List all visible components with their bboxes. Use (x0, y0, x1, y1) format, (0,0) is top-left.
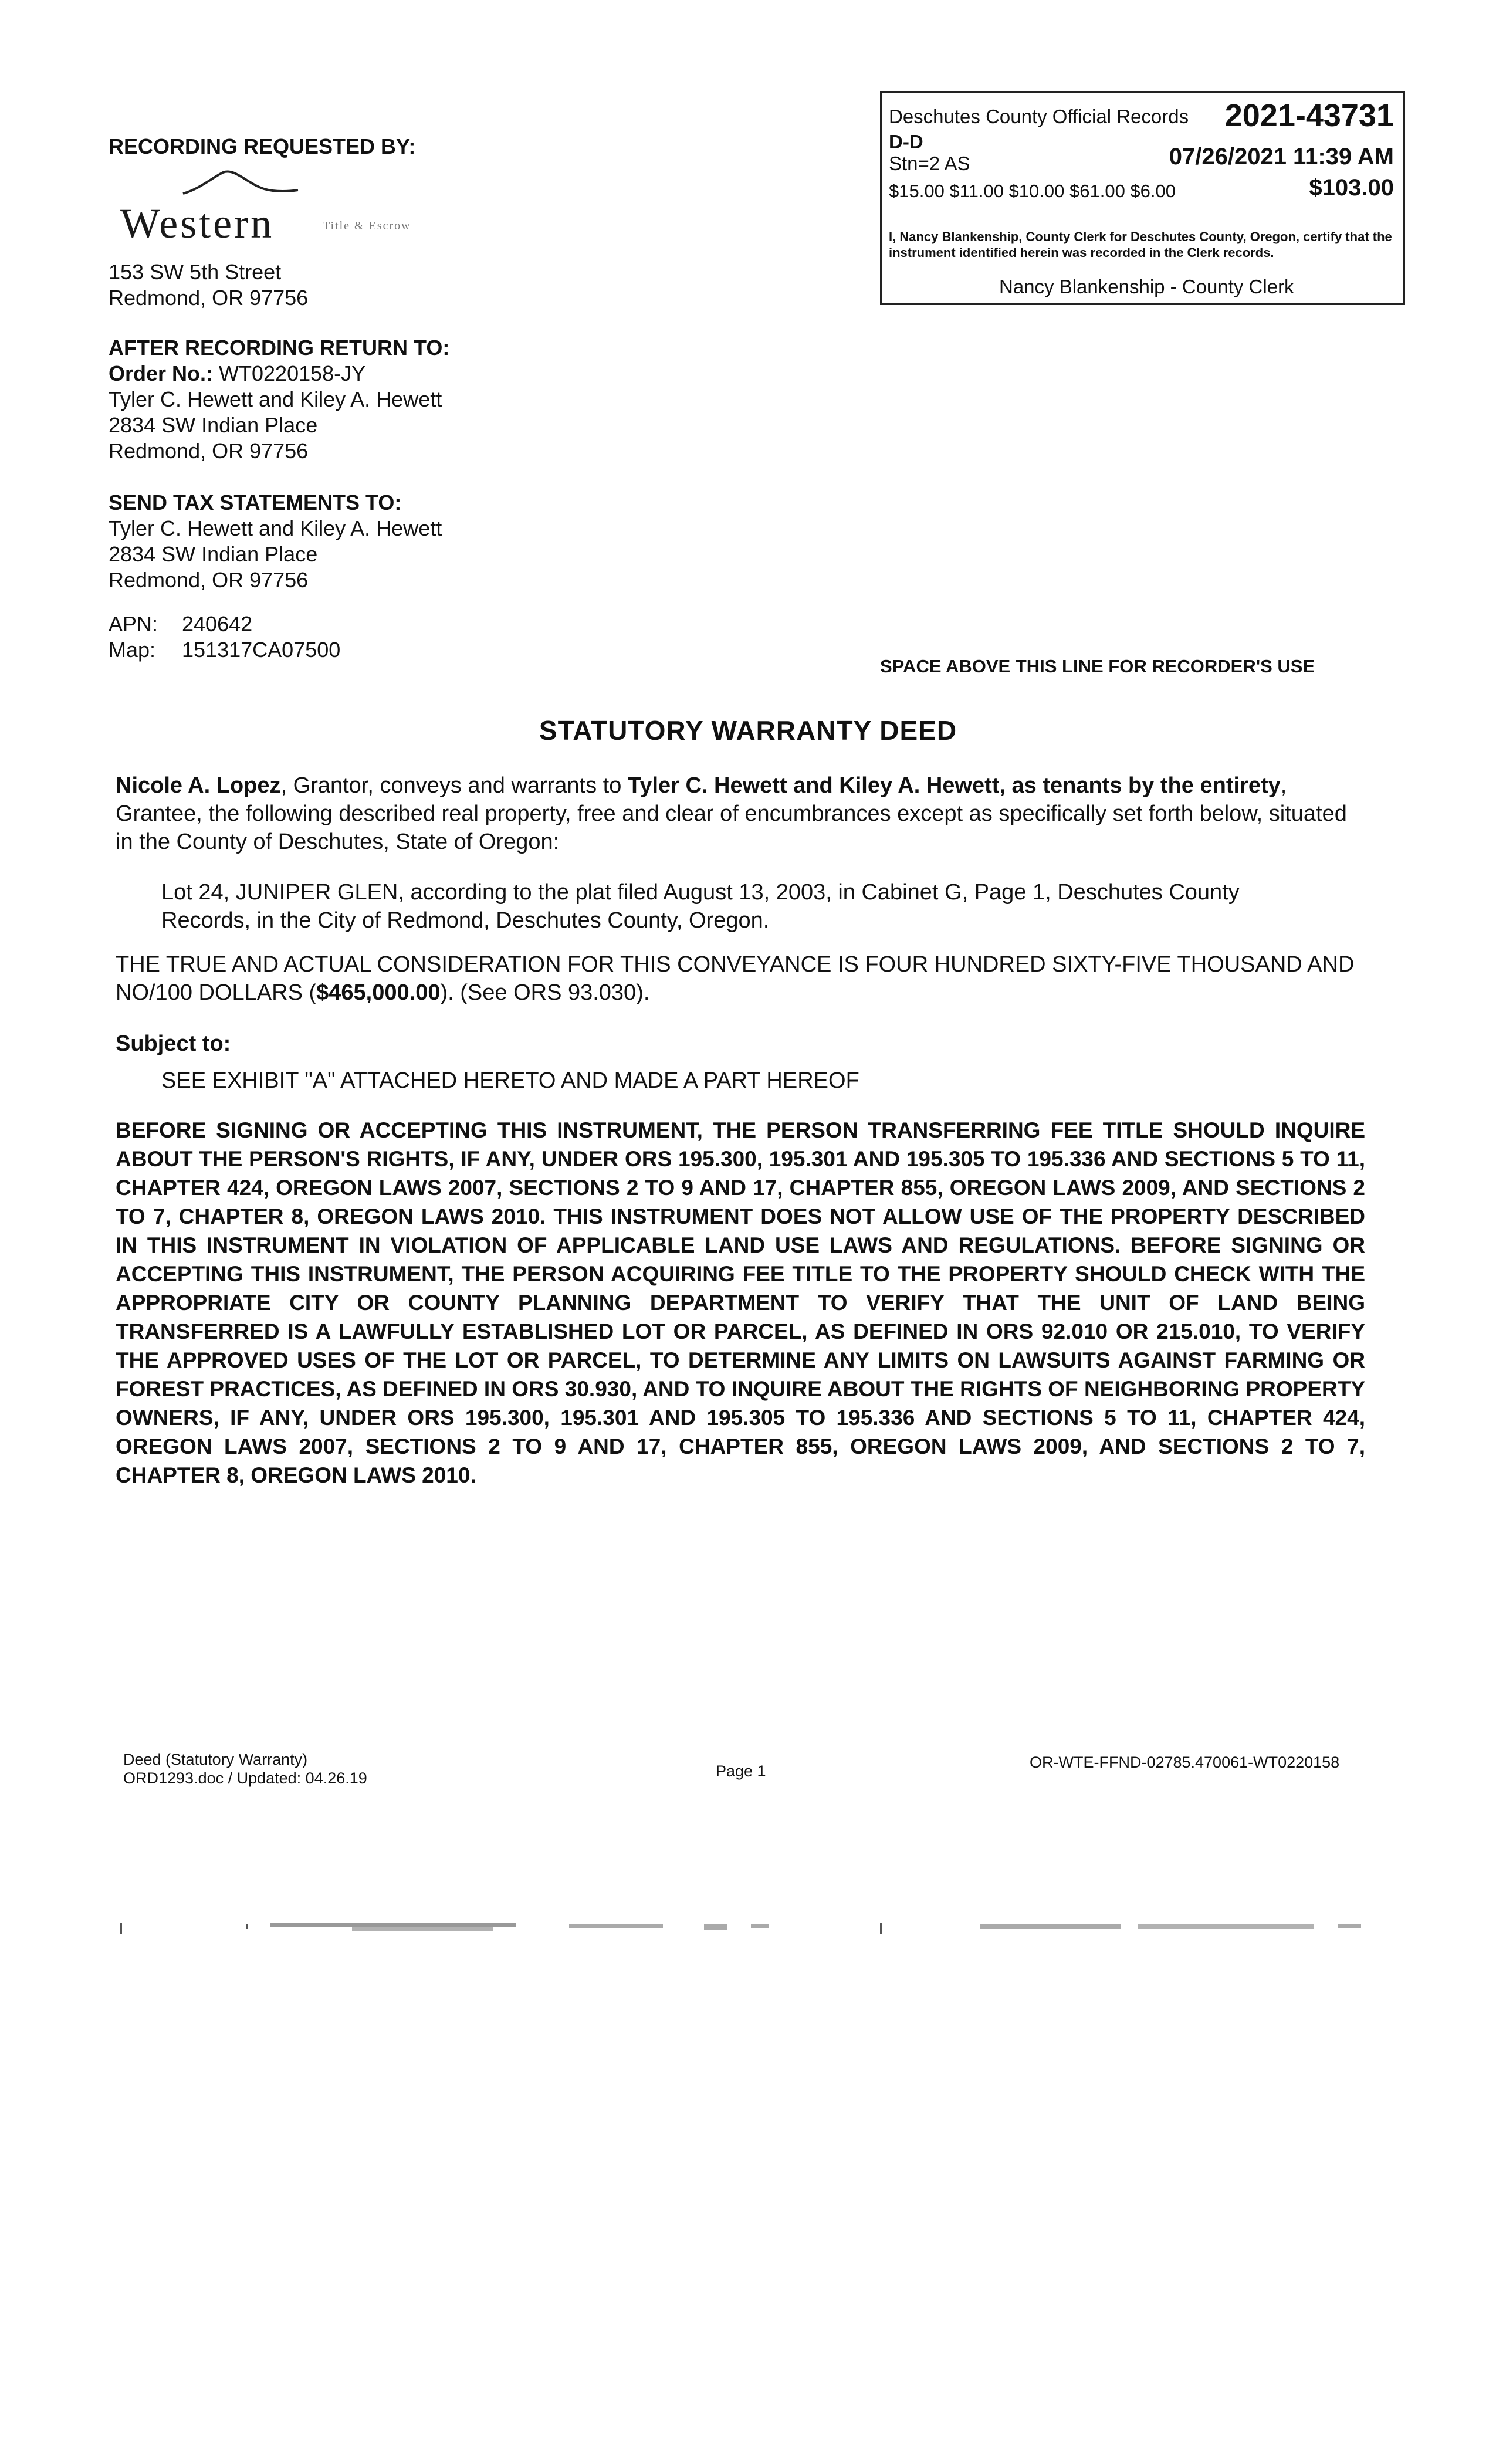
apn-line (109, 611, 340, 637)
parcel-block (109, 611, 340, 663)
return-to-heading: AFTER RECORDING RETURN TO: (109, 336, 450, 360)
recording-total: $103.00 (1309, 175, 1394, 201)
form-file: ORD1293.doc / Updated: 04.26.19 (123, 1769, 367, 1787)
address-line: Redmond, OR 97756 (109, 568, 309, 592)
conveyance-paragraph (116, 771, 1359, 856)
recording-requested-heading: RECORDING REQUESTED BY: (109, 134, 416, 158)
logo-swoosh-icon (182, 165, 299, 201)
subject-to-heading: Subject to: (116, 1031, 231, 1056)
statutory-warning: BEFORE SIGNING OR ACCEPTING THIS INSTRUMENT, THE PERSON TRANSFERRING FEE TITLE SHOULD INQUIRE ABOUT THE PERSON'S RIGHTS, IF ANY, UNDER ORS 195.300, 195.301 AND 195.305 TO 195.336 AND SECTIONS 5 TO 11, CHAPTER 424, OREGON LAWS 2007, SECTIONS 2 TO 9 AND 17, CHAPTER 855, OREGON LAWS 2009, AND SECTIONS 2 TO 7, CHAPTER 8, OREGON LAWS 2010. THIS INSTRUMENT DOES NOT ALLOW USE OF THE PROPERTY DESCRIBED IN THIS INSTRUMENT IN VIOLATION OF APPLICABLE LAND USE LAWS AND REGULATIONS. BEFORE SIGNING OR ACCEPTING THIS INSTRUMENT, THE PERSON ACQUIRING FEE TITLE TO THE PROPERTY SHOULD CHECK WITH THE APPROPRIATE CITY OR COUNTY PLANNING DEPARTMENT TO VERIFY THAT THE UNIT OF LAND BEING TRANSFERRED IS A LAWFULLY ESTABLISHED LOT OR PARCEL, AS DEFINED IN ORS 92.010 OR 215.010, TO VERIFY THE APPROVED USES OF THE LOT OR PARCEL, TO DETERMINE ANY LIMITS ON LAWSUITS AGAINST FARMING OR FOREST PRACTICES, AS DEFINED IN ORS 30.930, AND TO INQUIRE ABOUT THE RIGHTS OF NEIGHBORING PROPERTY OWNERS, IF ANY, UNDER ORS 195.300, 195.301 AND 195.305 TO 195.336 AND SECTIONS 5 TO 11, CHAPTER 424, OREGON LAWS 2007, SECTIONS 2 TO 9 AND 17, CHAPTER 855, OREGON LAWS 2009, AND SECTIONS 2 TO 7, CHAPTER 8, OREGON LAWS 2010. (116, 1118, 1365, 1487)
apn-label: APN: (109, 612, 158, 636)
logo-subtext: Title & Escrow (323, 219, 411, 232)
western-title-logo (120, 165, 472, 248)
return-to-block (109, 335, 449, 464)
map-label: Map: (109, 638, 156, 662)
document-id: OR-WTE-FFND-02785.470061-WT0220158 (1030, 1754, 1340, 1771)
tax-statements-block (109, 490, 442, 593)
recorder-space-note: SPACE ABOVE THIS LINE FOR RECORDER'S USE (880, 656, 1315, 676)
consideration-amount: $465,000.00 (316, 980, 441, 1005)
legal-description: Lot 24, JUNIPER GLEN, according to the plat filed August 13, 2003, in Cabinet G, Page 1, Deschutes County Records, in the City of Redmond, Deschutes County, Oregon. (161, 880, 1240, 933)
apn-value: 240642 (182, 612, 253, 636)
address-line: 153 SW 5th Street (109, 260, 282, 284)
recording-fees: $15.00 $11.00 $10.00 $61.00 $6.00 (889, 181, 1176, 201)
logo-wordmark: Western (120, 200, 275, 247)
subject-to-text: SEE EXHIBIT "A" ATTACHED HERETO AND MADE A PART HEREOF (161, 1068, 859, 1093)
document-title: STATUTORY WARRANTY DEED (539, 715, 957, 746)
tax-statements-heading: SEND TAX STATEMENTS TO: (109, 490, 402, 515)
map-value: 151317CA07500 (182, 638, 341, 662)
consideration-text: ). (See ORS 93.030). (440, 980, 650, 1005)
form-name: Deed (Statutory Warranty) (123, 1751, 308, 1768)
address-line: Redmond, OR 97756 (109, 439, 309, 463)
doc-type: D-D (889, 131, 923, 153)
footer-form-info (123, 1750, 367, 1788)
address-line: 2834 SW Indian Place (109, 542, 318, 566)
order-number-value: WT0220158-JY (219, 361, 366, 385)
grantor-name: Nicole A. Lopez (116, 773, 281, 798)
return-to-name: Tyler C. Hewett and Kiley A. Hewett (109, 387, 442, 411)
record-number: 2021-43731 (1224, 98, 1394, 133)
tax-statements-name: Tyler C. Hewett and Kiley A. Hewett (109, 516, 442, 540)
conveyance-text: , Grantor, conveys and warrants to (280, 773, 628, 798)
record-datetime: 07/26/2021 11:39 AM (1169, 144, 1394, 170)
order-number-line (109, 361, 449, 387)
address-line: Redmond, OR 97756 (109, 286, 309, 310)
grantee-names: Tyler C. Hewett and Kiley A. Hewett, as tenants by the entirety (627, 773, 1281, 798)
scan-artifact-strip (117, 1918, 1379, 1936)
county-clerk-name: Nancy Blankenship - County Clerk (999, 276, 1294, 297)
consideration-text: THE TRUE AND ACTUAL CONSIDERATION FOR THIS CONVEYANCE IS FOUR HUNDRED SIXTY-FIVE THOUSAND AND NO/100 DOLLARS ( (116, 952, 1355, 1005)
conveyance-text: , Grantee, the following described real property, free and clear of encumbrances except as specifically set forth below, situated in the County of Deschutes, State of Oregon: (116, 773, 1347, 854)
requester-address (109, 259, 308, 311)
clerk-certification: I, Nancy Blankenship, County Clerk for Deschutes County, Oregon, certify that the instrument identified herein was recorded in the Clerk records. (889, 229, 1392, 260)
map-line (109, 637, 340, 663)
order-number-label: Order No.: (109, 361, 214, 385)
recorder-office: Deschutes County Official Records (889, 106, 1189, 127)
consideration-paragraph (116, 950, 1359, 1007)
recorder-stamp-box (880, 91, 1405, 305)
page-number: Page 1 (716, 1762, 766, 1780)
address-line: 2834 SW Indian Place (109, 413, 318, 437)
station: Stn=2 AS (889, 153, 970, 174)
